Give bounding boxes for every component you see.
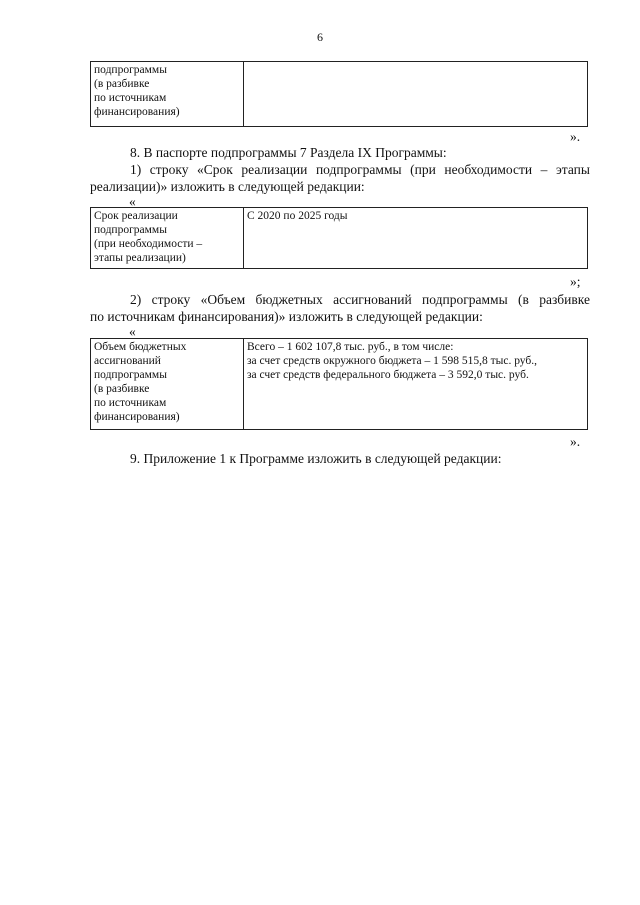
word: – xyxy=(540,162,548,177)
table1-left-line: финансирования) xyxy=(94,106,180,118)
table2-right-line: С 2020 по 2025 годы xyxy=(247,210,348,222)
table2-right-cell xyxy=(244,208,588,269)
opening-quote: « xyxy=(129,324,136,339)
closing-quote: ». xyxy=(570,129,581,144)
table3-right-cell xyxy=(244,339,588,430)
word: строку xyxy=(149,162,189,177)
table2-left-cell xyxy=(91,208,244,269)
opening-quote: « xyxy=(129,194,136,209)
word: этапы xyxy=(555,162,590,177)
table1-right-cell xyxy=(244,62,588,127)
table1-left-line: (в разбивке xyxy=(94,78,150,90)
table3-right-line: за счет средств федерального бюджета – 3 592,0 тыс. руб. xyxy=(247,369,529,381)
table1-left-cell xyxy=(91,62,244,127)
table1-left-line: подпрограммы xyxy=(94,64,167,76)
word: «Объем xyxy=(200,292,246,307)
word: необходимости xyxy=(444,162,533,177)
table3-left-line: финансирования) xyxy=(94,411,180,423)
table3-left-line: Объем бюджетных xyxy=(94,341,187,353)
word: «Срок xyxy=(197,162,233,177)
table2-left-line: Срок реализации xyxy=(94,210,178,222)
table2-left-line: (при необходимости – xyxy=(94,238,203,250)
table2-left-line: этапы реализации) xyxy=(94,252,186,264)
table-implementation-period xyxy=(90,207,588,269)
section-9-text: 9. Приложение 1 к Программе изложить в следующей редакции: xyxy=(130,451,502,466)
section-8-item-1-line-2: реализации)» изложить в следующей редакции: xyxy=(90,179,365,194)
item-2-line-2: по источникам финансирования)» изложить в следующей редакции: xyxy=(90,309,483,324)
table3-left-line: (в разбивке xyxy=(94,383,150,395)
word: бюджетных xyxy=(255,292,323,307)
table3-left-line: по источникам xyxy=(94,397,167,409)
word: 1) xyxy=(130,162,142,177)
closing-quote: »; xyxy=(570,274,581,289)
word: ассигнований xyxy=(333,292,412,307)
section-8-item-1-line-1 xyxy=(130,161,590,178)
word: реализации xyxy=(241,162,308,177)
table3-left-cell xyxy=(91,339,244,430)
word: подпрограммы xyxy=(422,292,508,307)
table-budget-allocations xyxy=(90,338,588,430)
word: 2) xyxy=(130,292,142,307)
word: разбивке xyxy=(539,292,590,307)
word: (при xyxy=(410,162,436,177)
table3-left-line: ассигнований xyxy=(94,355,161,367)
word: (в xyxy=(518,292,529,307)
page-number: 6 xyxy=(317,30,323,44)
table3-right-line: Всего – 1 602 107,8 тыс. руб., в том числе: xyxy=(247,341,454,353)
item-2-line-1 xyxy=(130,291,590,308)
table1-left-line: по источникам xyxy=(94,92,167,104)
table-subprogram-funding-continued xyxy=(90,61,588,127)
section-8-heading: 8. В паспорте подпрограммы 7 Раздела IX Программы: xyxy=(130,145,447,160)
word: строку xyxy=(151,292,191,307)
table3-right-line: за счет средств окружного бюджета – 1 598 515,8 тыс. руб., xyxy=(247,355,537,367)
word: подпрограммы xyxy=(315,162,402,177)
table2-left-line: подпрограммы xyxy=(94,224,167,236)
table3-left-line: подпрограммы xyxy=(94,369,167,381)
closing-quote: ». xyxy=(570,434,581,449)
